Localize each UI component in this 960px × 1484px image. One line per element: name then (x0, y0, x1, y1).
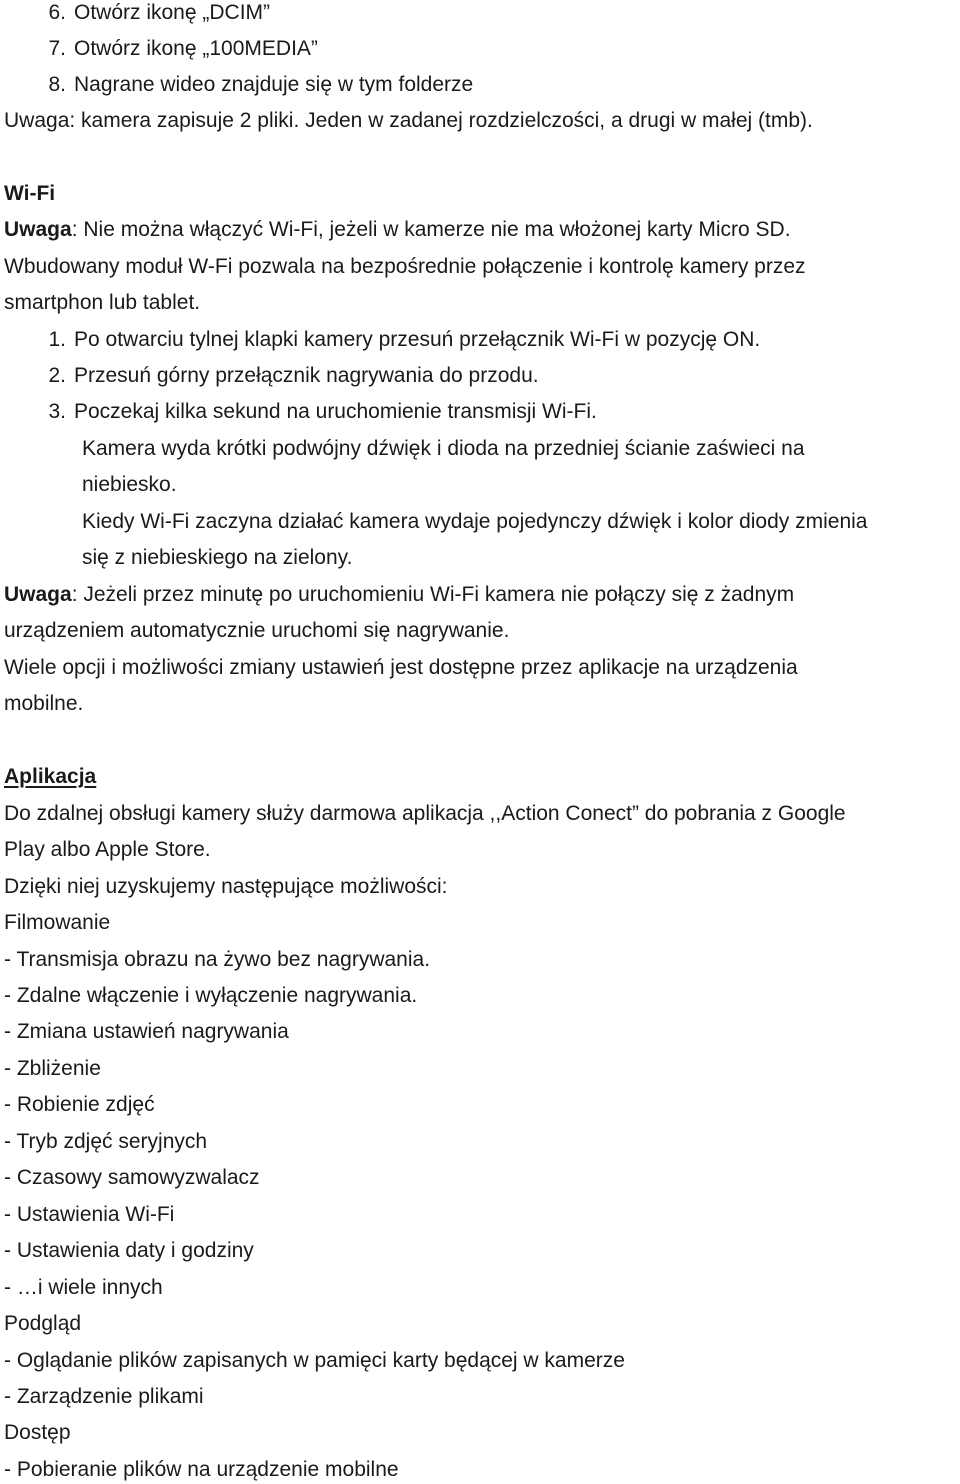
feature-line: Podgląd (4, 1312, 82, 1335)
feature-line: Dostęp (4, 1421, 71, 1444)
note-text: : Jeżeli przez minutę po uruchomieniu Wi-Fi kamera nie połączy się z żadnym (71, 583, 795, 606)
list-text: Otwórz ikonę „100MEDIA” (74, 37, 318, 60)
wifi-step (40, 328, 760, 352)
step-text: Po otwarciu tylnej klapki kamery przesuń przełącznik Wi-Fi w pozycję ON. (74, 328, 761, 351)
wifi-note-2-line-2: urządzeniem automatycznie uruchomi się nagrywanie. (4, 619, 510, 642)
feature-line: Filmowanie (4, 911, 111, 934)
feature-line: - …i wiele innych (4, 1276, 163, 1299)
list-item (40, 73, 473, 97)
step-text: Przesuń górny przełącznik nagrywania do przodu. (74, 364, 539, 387)
feature-line: - Robienie zdjęć (4, 1093, 155, 1116)
feature-line: - Ustawienia daty i godziny (4, 1239, 254, 1262)
list-item (40, 1, 270, 25)
list-number: 7. (48, 37, 66, 60)
app-desc-line-1: Do zdalnej obsługi kamery służy darmowa aplikacja ,,Action Conect” do pobrania z Google (4, 802, 846, 825)
note-files: Uwaga: kamera zapisuje 2 pliki. Jeden w zadanej rozdzielczości, a drugi w małej (tmb). (4, 109, 813, 132)
wifi-heading: Wi-Fi (4, 182, 56, 205)
wifi-intro-line-2: smartphon lub tablet. (4, 291, 201, 314)
list-number: 8. (48, 73, 66, 96)
list-number: 6. (48, 1, 66, 24)
step3-continuation: Kamera wyda krótki podwójny dźwięk i dioda na przedniej ścianie zaświeci na (82, 437, 805, 460)
note-label: Uwaga (4, 583, 72, 606)
feature-line: - Zarządzenie plikami (4, 1385, 204, 1408)
feature-line: - Oglądanie plików zapisanych w pamięci karty będącej w kamerze (4, 1349, 625, 1372)
feature-line: - Czasowy samowyzwalacz (4, 1166, 260, 1189)
step3-continuation: niebiesko. (82, 473, 177, 496)
list-text: Otwórz ikonę „DCIM” (74, 1, 271, 24)
feature-line: - Zbliżenie (4, 1057, 101, 1080)
wifi-step (40, 364, 539, 388)
feature-line: - Ustawienia Wi-Fi (4, 1203, 175, 1226)
list-item (40, 37, 318, 61)
note-label: Uwaga (4, 218, 72, 241)
list-text: Nagrane wideo znajduje się w tym folderze (74, 73, 474, 96)
feature-line: - Transmisja obrazu na żywo bez nagrywania. (4, 948, 431, 971)
feature-line: - Pobieranie plików na urządzenie mobilne (4, 1458, 399, 1481)
wifi-step (40, 400, 597, 424)
step-number: 1. (48, 328, 66, 351)
feature-line: - Zmiana ustawień nagrywania (4, 1020, 289, 1043)
step3-continuation: się z niebieskiego na zielony. (82, 546, 353, 569)
step-number: 2. (48, 364, 66, 387)
app-heading: Aplikacja (4, 765, 97, 788)
app-desc-line-2: Play albo Apple Store. (4, 838, 211, 861)
feature-line: - Tryb zdjęć seryjnych (4, 1130, 208, 1153)
wifi-options-line-1: Wiele opcji i możliwości zmiany ustawień jest dostępne przez aplikacje na urządzenia (4, 656, 798, 679)
step-text: Poczekaj kilka sekund na uruchomienie transmisji Wi-Fi. (74, 400, 597, 423)
wifi-intro-line-1: Wbudowany moduł W-Fi pozwala na bezpośrednie połączenie i kontrolę kamery przez (4, 255, 806, 278)
wifi-note (4, 218, 791, 242)
step-number: 3. (48, 400, 66, 423)
wifi-options-line-2: mobilne. (4, 692, 84, 715)
app-intro: Dzięki niej uzyskujemy następujące możliwości: (4, 875, 448, 898)
step3-continuation: Kiedy Wi-Fi zaczyna działać kamera wydaje pojedynczy dźwięk i kolor diody zmienia (82, 510, 868, 533)
note-text: : Nie można włączyć Wi-Fi, jeżeli w kamerze nie ma włożonej karty Micro SD. (71, 218, 791, 241)
wifi-note-2 (4, 583, 794, 607)
feature-line: - Zdalne włączenie i wyłączenie nagrywania. (4, 984, 418, 1007)
